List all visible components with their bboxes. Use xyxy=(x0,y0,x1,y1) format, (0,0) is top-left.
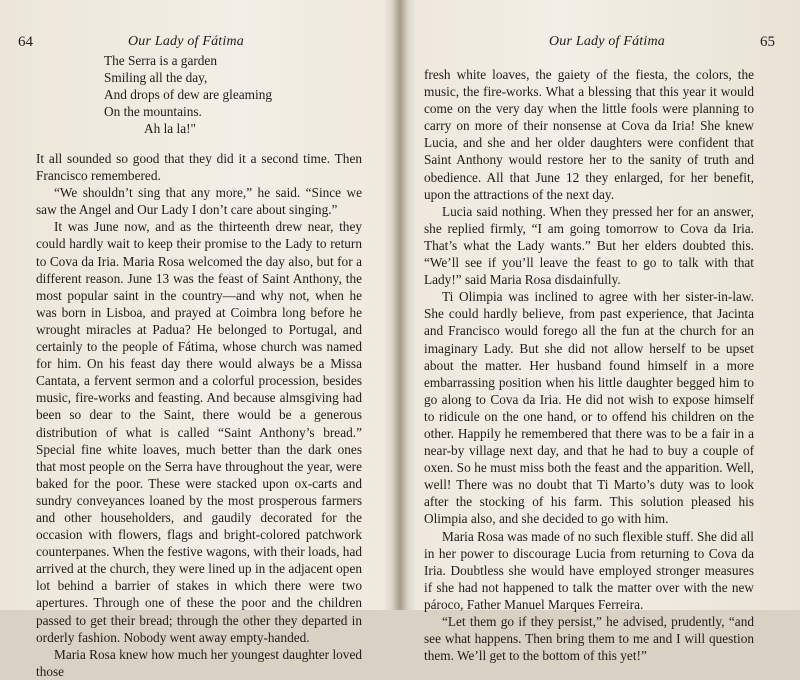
left-page xyxy=(0,0,396,679)
body-text xyxy=(36,150,362,680)
paragraph: “We shouldn’t sing that any more,” he said. “Since we saw the Angel and Our Lady I don’t care about singing.” xyxy=(36,185,362,218)
verse-line: And drops of dew are gleaming xyxy=(104,87,273,102)
paragraph: “Let them go if they persist,” he advised, prudently, “and see what happens. Then bring them to me and I will question them. We’ll get to the bottom of this yet!” xyxy=(424,614,754,664)
running-head: Our Lady of Fátima xyxy=(549,34,665,49)
verse-line: Smiling all the day, xyxy=(104,70,208,85)
body-text xyxy=(424,66,754,664)
paragraph: It was June now, and as the thirteenth drew near, they could hardly wait to keep their promise to the Lady to return to Cova da Iria. Maria Rosa welcomed the day also, but for a different reason. June 13 was the feast of Saint Anthony, the most popular saint in the country—and why not, when he was born in Lisboa, and prayed at Coimbra long before he wrought miracles at Padua? He belonged to Portugal, and certainly to the people of Fátima, whose church was named for him. On his feast day there would always be a Missa Cantata, a fervent sermon and a colorful procession, besides music, fire-works and feasting. And because almsgiving had been so dear to the Saint, there would be a generous distribution of what is called “Saint Anthony’s bread.” Special fine white loaves, much better than the dark ones that most people on the Serra have throughout the year, were baked for the poor. These were stacked upon ox-carts and sundry conveyances loaned by the most prosperous farmers and other householders, and gaudily decorated for the occasion with flowers, flags and bright-colored patchwork counterpanes. When the festive wagons, with their loads, had arrived at the church, they were lined up in the adjacent open lot behind a barrier of stakes in which there were two apertures. Through one of these the poor and the children passed to get their bread; through the other they departed in orderly fashion. Nobody went away empty-handed. xyxy=(36,219,362,645)
running-head: Our Lady of Fátima xyxy=(128,34,244,49)
page-number: 65 xyxy=(760,34,775,50)
paragraph: Maria Rosa knew how much her youngest daughter loved those xyxy=(36,646,362,679)
right-page xyxy=(404,0,800,664)
paragraph: It all sounded so good that they did it a second time. Then Francisco remembered. xyxy=(36,151,362,184)
verse-line: The Serra is a garden xyxy=(104,53,217,68)
page-number: 64 xyxy=(18,34,33,50)
verse-line: On the mountains. xyxy=(104,104,202,119)
paragraph: Ti Olimpia was inclined to agree with her sister-in-law. She could hardly believe, from past experience, that Jacinta and Francisco would forego all the fun at the church for an imaginary Lady. But she did not allow herself to be upset about the matter. Her husband found himself in a more embarrassing position when his little daughter begged him to go along to Cova da Iria. He did not wish to expose himself to ridicule on the one hand, or to offend his children on the other. Happily he remembered that there was to be a fair in a near-by village next day, and that he had to buy a couple of oxen. So he must miss both the feast and the apparition. Well, well! There was no doubt that Ti Marto’s duty was to look after the stocking of his farm. This solution pleased his Olimpia also, and she decided to go with him. xyxy=(424,289,754,527)
song-verse xyxy=(104,52,272,137)
paragraph: Lucia said nothing. When they pressed her for an answer, she replied firmly, “I am going tomorrow to Cova da Iria. That’s what the Lady wants.” But her elders doubted this. “We’ll see if you’ll leave the feast to go to talk with that Lady!” said Maria Rosa disdainfully. xyxy=(424,203,754,288)
paragraph: fresh white loaves, the gaiety of the fiesta, the colors, the music, the fire-works. What a blessing that this year it would come on the very day when the little fools were planning to carry on more of their nonsense at Cova da Iria! She knew Lucia, and she and her older daughters were confident that Saint Anthony would restore her to the sanity of truth and obedience. All that June 12 they enlarged, for her benefit, upon the attractions of the next day. xyxy=(424,67,754,202)
verse-line: Ah la la!" xyxy=(144,121,196,136)
paragraph: Maria Rosa was made of no such flexible stuff. She did all in her power to discourage Lucia from returning to Cova da Iria. Doubtless she would have employed stronger measures if she had not happened to talk the matter over with the new pároco, Father Manuel Marques Ferreira. xyxy=(424,528,754,612)
